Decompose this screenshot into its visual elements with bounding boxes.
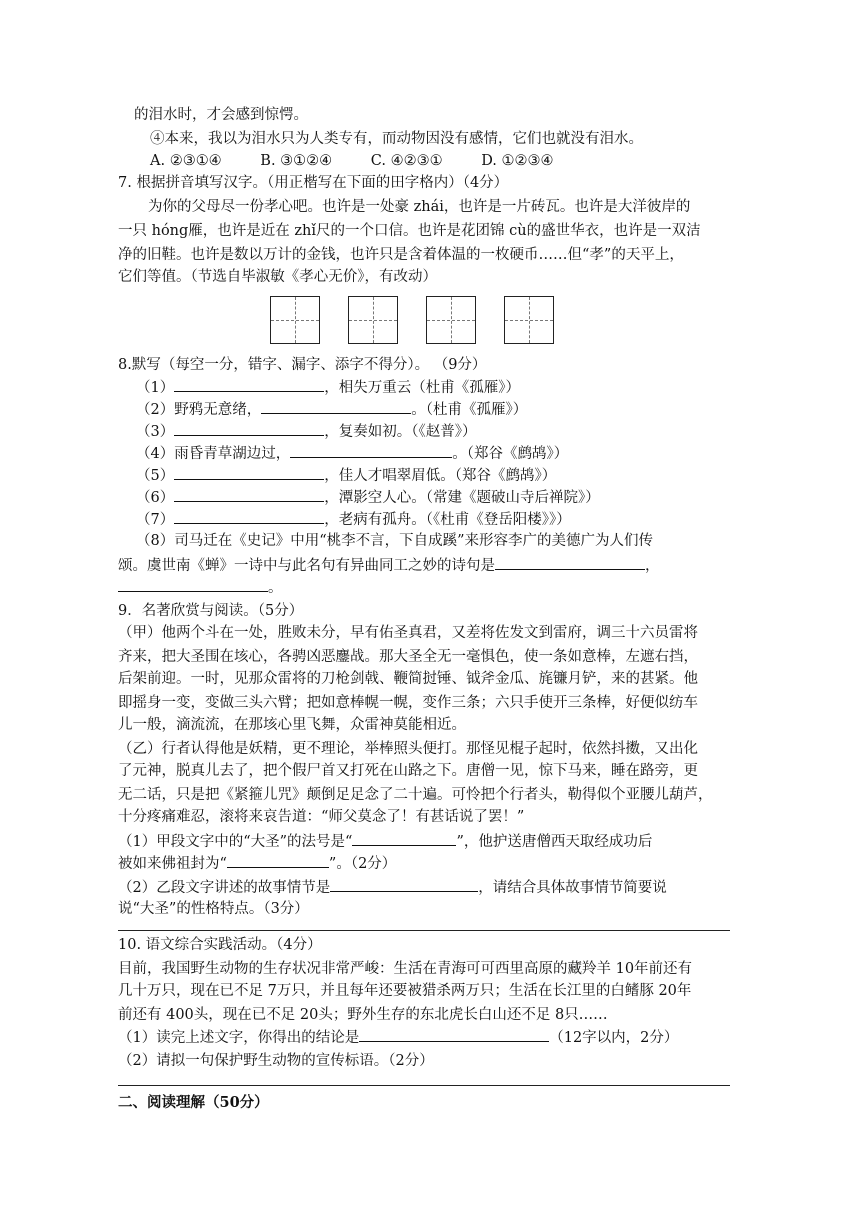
q8-item-3-num: （3） (136, 424, 175, 440)
writing-grid-box-3[interactable] (426, 296, 476, 344)
q9-sub-1-pre: （1）甲段文字中的“大圣”的法号是“ (118, 834, 353, 850)
q7-line-2: 一只 hóng雁，也许是近在 zhǐ尺的一个口信。也许是花团锦 cù的盛世华衣，也许是一双洁 (118, 223, 701, 239)
q8-item-8-line-1: （8）司马迁在《史记》中用“桃李不言，下自成蹊”来形容李广的美德广为人们传 (136, 533, 654, 549)
q8-item-5 (136, 464, 556, 487)
writing-grid-box-4[interactable] (504, 296, 554, 344)
q8-item-4-pre: 雨昏青草湖边过， (174, 446, 291, 462)
q9-sub-1-blank-1[interactable] (352, 830, 456, 846)
q8-item-2-num: （2） (136, 402, 175, 418)
q6-option-a: A. ②③①④ (150, 153, 222, 169)
q8-item-4-blank[interactable] (290, 442, 452, 458)
q8-item-8-period: 。 (268, 580, 283, 596)
q8-item-2-pre: 野鸦无意绪， (174, 402, 262, 418)
q7-line-3: 净的旧鞋。也许是数以万计的金钱，也许只是含着体温的一枚硬币……但“孝”的天平上， (118, 247, 684, 263)
writing-grid-box-2[interactable] (348, 296, 398, 344)
q8-item-4-post: 。（郑谷《鹧鸪》） (452, 446, 569, 462)
q8-item-5-num: （5） (136, 468, 175, 484)
q10-title: 10. 语文综合实践活动。（4分） (118, 937, 322, 953)
q8-item-8-prompt: 颂。虞世南《蝉》一诗中与此名句有异曲同工之妙的诗句是 (118, 558, 495, 574)
q8-item-2-blank[interactable] (261, 398, 411, 414)
q9-yi-line-4: 十分疼痛难忍，滚将来哀告道：“师父莫念了！有甚话说了罢！” (118, 809, 525, 825)
q8-item-5-blank[interactable] (174, 464, 324, 480)
q8-title: 8.默写（每空一分，错字、漏字、添字不得分）。 （9分） (118, 357, 487, 373)
q10-sub-1-blank[interactable] (359, 1026, 549, 1042)
q9-sub-2-pre: （2）乙段文字讲述的故事情节是 (118, 880, 331, 896)
q9-sub-1 (118, 830, 652, 853)
q10-line-1: 目前，我国野生动物的生存状况非常严峻：生活在青海可可西里高原的藏羚羊 10年前还有 (118, 961, 693, 977)
q6-option-d: D. ①②③④ (481, 153, 554, 169)
q9-jia-line-3: 后架前迎。一时，见那众雷将的刀枪剑戟、鞭简挝锤、钺斧金瓜、旄镰月铲，来的甚紧。他 (118, 671, 698, 687)
q8-item-3-blank[interactable] (174, 420, 324, 436)
q10-sub-1-pre: （1）读完上述文字，你得出的结论是 (118, 1030, 360, 1046)
q9-jia-line-4: 即摇身一变，变做三头六臂；把如意棒幌一幌，变作三条；六只手使开三条棒，好便似纺车 (118, 695, 698, 711)
q6-options (150, 150, 588, 172)
q6-item-4: ④本来，我以为泪水只为人类专有，而动物因没有感情，它们也就没有泪水。 (150, 131, 643, 147)
q8-item-6-num: （6） (136, 490, 175, 506)
q8-item-7-blank[interactable] (174, 508, 324, 524)
q8-item-2-post: 。（杜甫《孤雁》） (411, 402, 528, 418)
q8-item-4 (136, 442, 568, 465)
q9-sub-1-line-2 (118, 852, 396, 875)
q9-answer-line[interactable] (118, 930, 730, 931)
q8-item-3-post: ，复奏如初。（《赵普》） (324, 424, 477, 440)
q9-sub-2 (118, 876, 667, 899)
q10-answer-line[interactable] (118, 1085, 730, 1086)
q8-item-1-num: （1） (136, 380, 175, 396)
q8-item-7-num: （7） (136, 512, 175, 528)
q8-item-4-num: （4） (136, 446, 175, 462)
q9-jia-line-2: 齐来，把大圣围在垓心，各骋凶恶鏖战。那大圣全无一毫惧色，使一条如意棒，左遮右挡， (118, 649, 698, 665)
q8-item-1 (136, 376, 520, 399)
q8-item-8-line-2 (118, 554, 660, 577)
q8-item-7-post: ，老病有孤舟。（《杜甫《登岳阳楼》》） (324, 512, 571, 528)
q9-yi-line-1: （乙）行者认得他是妖精，更不理论，举棒照头便打。那怪见棍子起时，依然抖擞，又出化 (118, 741, 698, 757)
q9-jia-line-1: （甲）他两个斗在一处，胜败未分，早有佑圣真君，又差将佐发文到雷府，调三十六员雷将 (118, 625, 698, 641)
q7-title: 7. 根据拼音填写汉字。（用正楷写在下面的田字格内）（4分） (118, 175, 509, 191)
q10-line-2: 几十万只，现在已不足 7万只，并且每年还要被猎杀两万只；生活在长江里的白鳍豚 20年 (118, 983, 692, 999)
q8-item-8-blank-2[interactable] (118, 576, 268, 592)
q10-sub-2: （2）请拟一句保护野生动物的宣传标语。（2分） (118, 1053, 434, 1069)
q9-jia-line-5: 儿一般，滴流流，在那垓心里飞舞，众雷神莫能相近。 (118, 717, 466, 733)
q10-line-3: 前还有 400头，现在已不足 20头；野外生存的东北虎长白山还不足 8只…… (118, 1007, 608, 1023)
q8-item-5-post: ，佳人才唱翠眉低。（郑谷《鹧鸪》） (324, 468, 557, 484)
q8-item-8-line-3 (118, 576, 283, 599)
q8-item-8-comma: ， (645, 558, 660, 574)
q9-yi-line-3: 无二话，只是把《紧箍儿咒》颠倒足足念了二十遍。可怜把个行者头，勒得似个亚腰儿葫芦， (118, 787, 713, 803)
q8-item-7 (136, 508, 571, 531)
q9-yi-line-2: 了元神，脱真儿去了，把个假尸首又打死在山路之下。唐僧一见，惊下马来，睡在路旁，更 (118, 763, 698, 779)
q8-item-2 (136, 398, 527, 421)
q8-item-6-post: ，潭影空人心。（常建《题破山寺后禅院》） (324, 490, 600, 506)
q10-sub-1 (118, 1026, 678, 1049)
q8-item-1-blank[interactable] (174, 376, 324, 392)
q9-title: 9．名著欣赏与阅读。（5分） (118, 603, 304, 619)
q8-item-6 (136, 486, 600, 509)
q6-option-b: B. ③①②④ (260, 153, 333, 169)
q10-sub-1-post: （12字以内，2分） (549, 1030, 679, 1046)
q9-sub-2-blank[interactable] (330, 876, 478, 892)
q6-option-c: C. ④②③① (370, 153, 443, 169)
q9-sub-2-post: ，请结合具体故事情节简要说 (478, 880, 667, 896)
q9-sub-1-line-2-pre: 被如来佛祖封为“ (118, 856, 227, 872)
q7-line-1: 为你的父母尽一份孝心吧。也许是一处豪 zhái，也许是一片砖瓦。也许是大洋彼岸的 (148, 199, 691, 215)
q9-sub-1-post: ”，他护送唐僧西天取经成功后 (456, 834, 653, 850)
q9-sub-1-blank-2[interactable] (227, 852, 329, 868)
q9-sub-1-line-2-post: ”。（2分） (328, 856, 397, 872)
section-2-title: 二、阅读理解（50分） (118, 1094, 269, 1111)
q8-item-1-post: ，相失万重云（杜甫《孤雁》） (324, 380, 520, 396)
writing-grid-box-1[interactable] (270, 296, 320, 344)
q8-item-3 (136, 420, 476, 443)
q9-sub-2-line-2: 说“大圣”的性格特点。（3分） (118, 901, 309, 917)
q6-line-cont: 的泪水时，才会感到惊愕。 (134, 107, 308, 123)
q7-line-4: 它们等值。（节选自毕淑敏《孝心无价》，有改动） (118, 269, 437, 285)
q8-item-6-blank[interactable] (174, 486, 324, 502)
q8-item-8-blank-1[interactable] (495, 554, 645, 570)
